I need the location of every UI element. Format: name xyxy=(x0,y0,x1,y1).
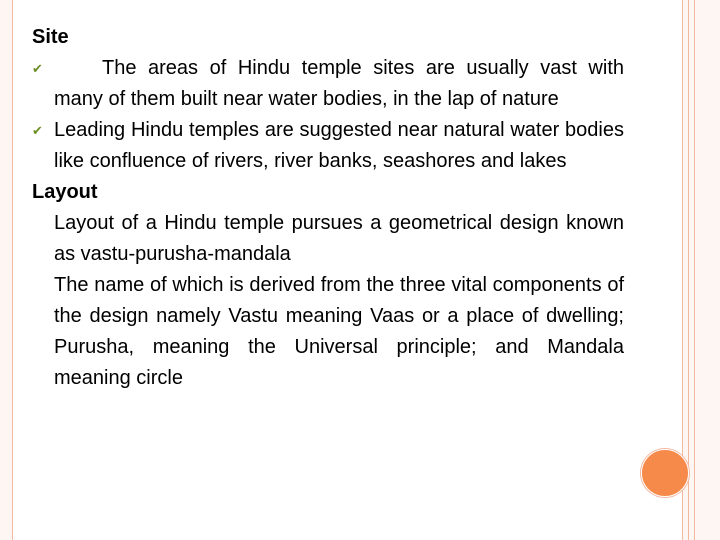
slide-content xyxy=(32,22,624,394)
decorative-line xyxy=(688,0,689,540)
list-item xyxy=(32,53,624,115)
layout-heading: Layout xyxy=(32,181,98,203)
slide-left-border xyxy=(12,0,13,540)
list-item xyxy=(32,115,624,177)
layout-paragraph: The name of which is derived from the three vital components of the design namely Vastu meaning Vaas or a place of dwelling; Purusha, meaning the Universal principle; and Mandala meaning circle xyxy=(54,274,624,389)
decorative-line xyxy=(694,0,695,540)
bullet-text: Leading Hindu temples are suggested near natural water bodies like confluence of rivers, river banks, seashores and lakes xyxy=(54,119,624,172)
checkmark-v-icon: ✔ xyxy=(32,123,43,138)
checkmark-v-icon: ✔ xyxy=(32,61,43,76)
decorative-circle xyxy=(641,449,689,497)
layout-paragraph: Layout of a Hindu temple pursues a geometrical design known as vastu-purusha-mandala xyxy=(54,212,624,265)
site-heading: Site xyxy=(32,26,69,48)
bullet-text: The areas of Hindu temple sites are usually vast with many of them built near water bodies, in the lap of nature xyxy=(54,57,624,110)
